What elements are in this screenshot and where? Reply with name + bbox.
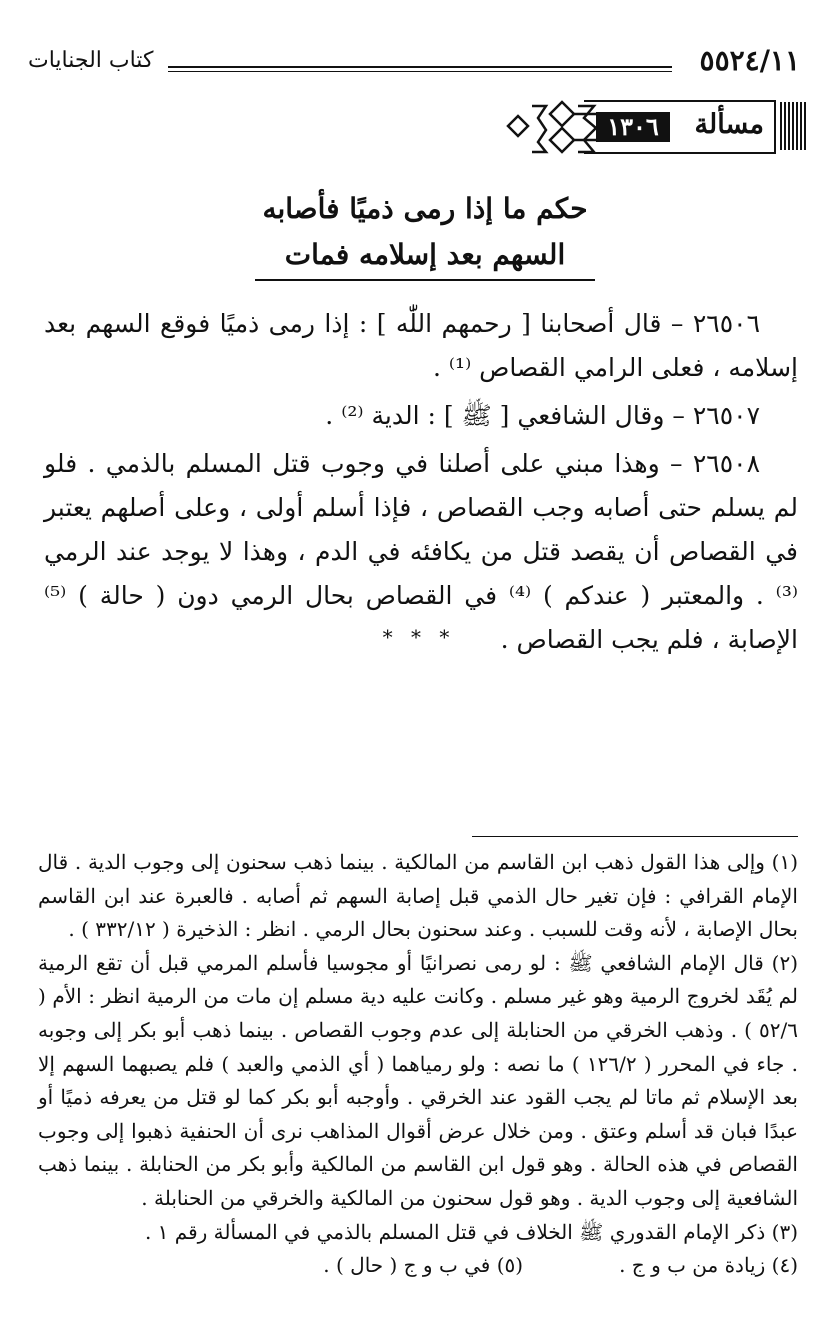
footnote-1: (١) وإلى هذا القول ذهب ابن القاسم من المالكية . بينما ذهب سحنون إلى وجوب الدية . قال الإمام القرافي : فإن تغير حال الذمي قبل إصابة السهم ثم أصابه . فالعبرة عند ابن القاسم بحال الإصابة ، لأنه وقت للسبب . وعند سحنون بحال الرمي . انظر : الذخيرة ( ٣٣٢/١٢ ) . <box>38 850 798 942</box>
heading-underline <box>255 279 595 281</box>
footnote-4: (٤) زيادة من ب و ج . <box>619 1253 798 1278</box>
footnote-rule <box>472 836 798 837</box>
header-rule <box>168 66 672 68</box>
ornament-icon <box>504 96 604 160</box>
paragraph-26508: ٢٦٥٠٨ – وهذا مبني على أصلنا في وجوب قتل المسلم بالذمي . فلو لم يسلم حتى أصابه وجب القصاص ، فإذا أسلم أولى ، وعلى أصلهم يعتبر في القصاص أن يقصد قتل من يكافئه في الدم ، وهذا لا يوجد عند الرمي ⁽³⁾ . والمعتبر ( عندكم ) ⁽⁴⁾ في القصاص بحال الرمي دون ( حالة ) ⁽⁵⁾ الإصابة ، فلم يجب القصاص . <box>44 449 798 654</box>
section-separator: * * * <box>382 625 456 649</box>
issue-label: مسألة <box>694 109 764 140</box>
running-header <box>28 44 800 84</box>
banner-stripes <box>780 102 806 150</box>
issue-number: ١٣٠٦ <box>596 112 670 142</box>
paragraph-26506: ٢٦٥٠٦ – قال أصحابنا [ رحمهم اللّٰه ] : إذا رمى ذميًا فوقع السهم بعد إسلامه ، فعلى الرامي القصاص ⁽¹⁾ . <box>44 309 798 382</box>
book-title: كتاب الجنايات <box>28 48 154 73</box>
footnote-5: (٥) في ب و ج ( حال ) . <box>323 1253 524 1278</box>
footnote-row <box>38 1249 798 1283</box>
heading-line-2: السهم بعد إسلامه فمات <box>284 238 566 271</box>
footnote-3: (٣) ذكر الإمام القدوري ﷺ الخلاف في قتل المسلم بالذمي في المسألة رقم ١ . <box>144 1219 798 1244</box>
paragraph-26507: ٢٦٥٠٧ – وقال الشافعي [ ﷺ ] : الدية ⁽²⁾ . <box>325 401 760 430</box>
page-number: ٥٥٢٤/١١ <box>699 44 800 77</box>
heading-line-1: حكم ما إذا رمى ذميًا فأصابه <box>262 192 588 225</box>
header-rule-thin <box>168 71 672 72</box>
footnotes <box>38 846 798 1283</box>
issue-banner <box>504 96 806 160</box>
main-text <box>44 302 798 666</box>
issue-heading <box>255 186 595 278</box>
issue-box <box>584 100 776 154</box>
footnote-2: (٢) قال الإمام الشافعي ﷺ : لو رمى نصرانيًا أو مجوسيا فأسلم المرمي قبل أن تقع الرمية لم يُقَد لخروج الرمية وهو غير مسلم . وكانت عليه دية مسلم إن مات من الرمية انظر : الأم ( ٥٢/٦ ) . وذهب الخرقي من الحنابلة إلى عدم وجوب القصاص . بينما ذهب أبو بكر إلى وجوبه . جاء في المحرر ( ١٢٦/٢ ) ما نصه : ولو رمياهما ( أي الذمي والعبد ) فلم يصبهما السهم إلا بعد الإسلام ثم ماتا لم يجب القود عند الخرقي . وأوجبه أبو بكر كما لو قتل من يعرفه ذميًا أو عبدًا فبان قد أسلم وعتق . ومن خلال عرض أقوال المذاهب نرى أن الحنفية ذهبوا إلى وجوب القصاص في هذه الحالة . وهو قول ابن القاسم من المالكية وأبو بكر من الحنابلة . بينما ذهب الشافعية إلى وجوب الدية . وهو قول سحنون من المالكية والخرقي من الحنابلة . <box>38 950 799 1210</box>
